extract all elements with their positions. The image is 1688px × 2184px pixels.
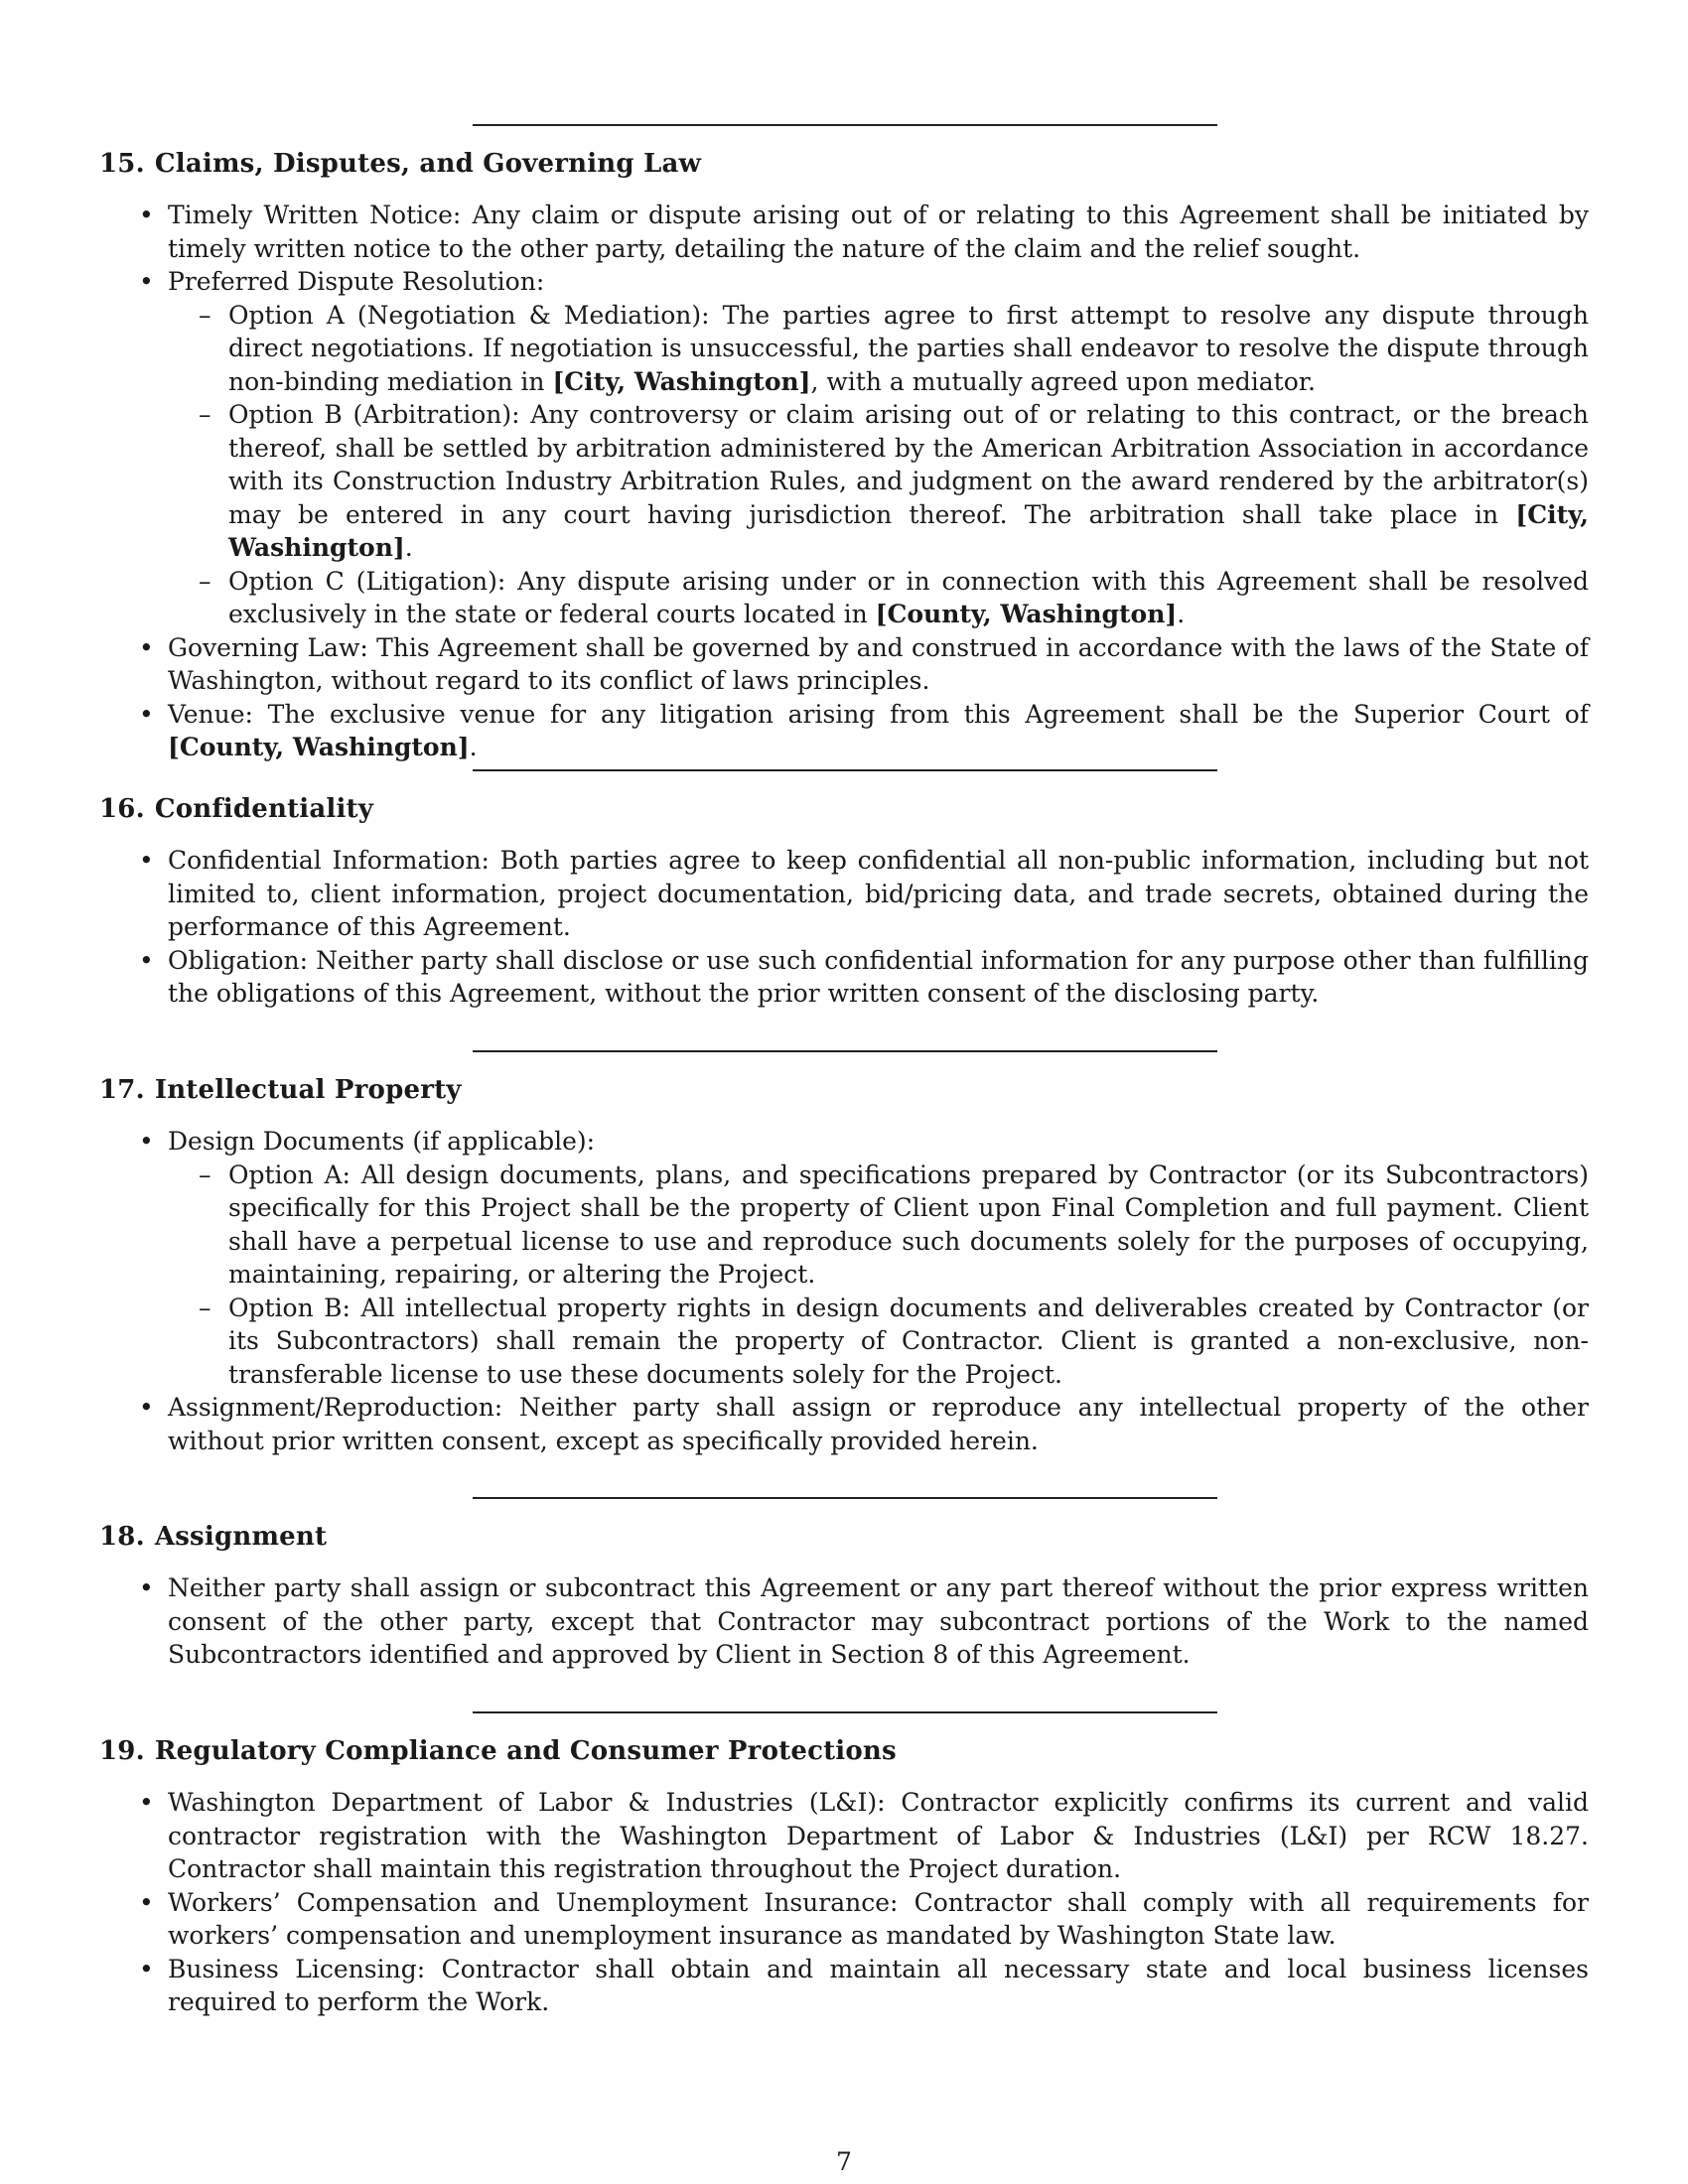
section-17 — [99, 1075, 1589, 1457]
list-item: • Washington Department of Labor & Industries (L&I): Contractor explicitly confirms its current and valid contractor registration with the Washington Department of Labor & Industries (L&I) per RCW 18.27. Contractor shall maintain this registration throughout the Project duration. — [99, 1786, 1589, 1886]
list-item: • Business Licensing: Contractor shall obtain and maintain all necessary state and local business licenses required to perform the Work. — [99, 1953, 1589, 2019]
sub-list-item: – Option B (Arbitration): Any controversy or claim arising out of or relating to this contract, or the breach thereof, shall be settled by arbitration administered by the American Arbitration Association in accordance with its Construction Industry Arbitration Rules, and judgment on the award rendered by the arbitrator(s) may be entered in any court having jurisdiction thereof. The arbitration shall take place in [City, Washington]. — [99, 398, 1589, 565]
section-divider — [473, 124, 1217, 126]
section-divider — [473, 1711, 1217, 1713]
section-divider — [473, 1497, 1217, 1499]
list-item: • Assignment/Reproduction: Neither party shall assign or reproduce any intellectual property of the other without prior written consent, except as specifically provided herein. — [99, 1391, 1589, 1457]
section-divider — [473, 769, 1217, 771]
section-heading: 17. Intellectual Property — [99, 1075, 462, 1105]
section-heading: 15. Claims, Disputes, and Governing Law — [99, 149, 702, 179]
sub-list-item: – Option C (Litigation): Any dispute arising under or in connection with this Agreement shall be resolved exclusively in the state or federal courts located in [County, Washington]. — [99, 565, 1589, 631]
section-list — [99, 844, 1589, 1011]
section-list — [99, 1571, 1589, 1672]
section-list — [99, 1786, 1589, 2019]
list-item: • Preferred Dispute Resolution: — [99, 265, 1589, 299]
sub-list-item: – Option A: All design documents, plans, and specifications prepared by Contractor (or its Subcontractors) specifically for this Project shall be the property of Client upon Final Completion and full payment. Client shall have a perpetual license to use and reproduce such documents solely for the purposes of occupying, maintaining, repairing, or altering the Project. — [99, 1159, 1589, 1292]
section-heading: 16. Confidentiality — [99, 794, 374, 824]
page-number: 7 — [836, 2147, 852, 2176]
list-item: • Obligation: Neither party shall disclose or use such confidential information for any purpose other than fulfilling the obligations of this Agreement, without the prior written consent of the disclosing party. — [99, 944, 1589, 1011]
section-19 — [99, 1736, 1589, 2019]
section-18 — [99, 1522, 1589, 1672]
list-item: • Workers’ Compensation and Unemployment Insurance: Contractor shall comply with all requirements for workers’ compensation and unemployment insurance as mandated by Washington State law. — [99, 1886, 1589, 1953]
sub-list-item: – Option A (Negotiation & Mediation): The parties agree to first attempt to resolve any dispute through direct negotiations. If negotiation is unsuccessful, the parties shall endeavor to resolve the dispute through non-binding mediation in [City, Washington], with a mutually agreed upon mediator. — [99, 299, 1589, 399]
section-heading: 19. Regulatory Compliance and Consumer Protections — [99, 1736, 897, 1766]
sub-list-item: – Option B: All intellectual property rights in design documents and deliverables created by Contractor (or its Subcontractors) shall remain the property of Contractor. Client is granted a non-exclusive, non-transferable license to use these documents solely for the Project. — [99, 1292, 1589, 1392]
list-item: • Venue: The exclusive venue for any litigation arising from this Agreement shall be the Superior Court of [County, Washington]. — [99, 698, 1589, 764]
section-15 — [99, 149, 1589, 764]
list-item: • Neither party shall assign or subcontract this Agreement or any part thereof without the prior express written consent of the other party, except that Contractor may subcontract portions of the Work to the named Subcontractors identified and approved by Client in Section 8 of this Agreement. — [99, 1571, 1589, 1672]
list-item: • Governing Law: This Agreement shall be governed by and construed in accordance with the laws of the State of Washington, without regard to its conflict of laws principles. — [99, 631, 1589, 698]
section-list — [99, 199, 1589, 764]
section-divider — [473, 1050, 1217, 1052]
section-16 — [99, 794, 1589, 1011]
list-item: • Timely Written Notice: Any claim or dispute arising out of or relating to this Agreement shall be initiated by timely written notice to the other party, detailing the nature of the claim and the relief sought. — [99, 199, 1589, 265]
list-item: • Design Documents (if applicable): — [99, 1125, 1589, 1159]
list-item: • Confidential Information: Both parties agree to keep confidential all non-public information, including but not limited to, client information, project documentation, bid/pricing data, and trade secrets, obtained during the performance of this Agreement. — [99, 844, 1589, 944]
section-heading: 18. Assignment — [99, 1522, 328, 1552]
section-list — [99, 1125, 1589, 1457]
